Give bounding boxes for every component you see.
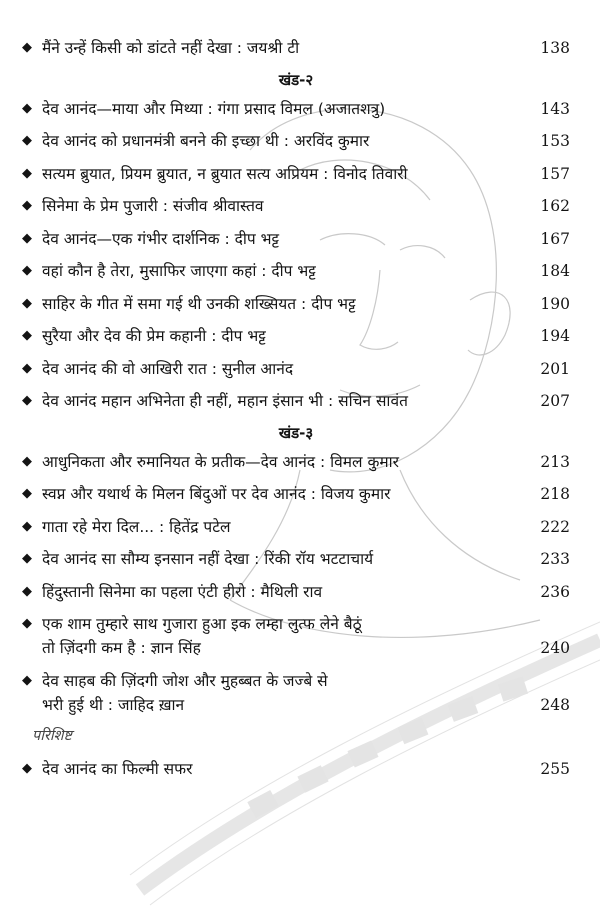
toc-entry-title: एक शाम तुम्हारे साथ गुजारा हुआ इक लम्हा लुत्फ लेने बैठूं तो ज़िंदगी कम है : ज्ञान सिंह bbox=[42, 615, 362, 657]
section-heading-3: खंड-३ bbox=[278, 423, 314, 442]
toc-entry-title: देव साहब की ज़िंदगी जोश और मुहब्बत के जज्बे से भरी हुई थी : जाहिद ख़ान bbox=[42, 671, 328, 714]
toc-entry[interactable] bbox=[22, 547, 570, 571]
diamond-bullet-icon: ◆ bbox=[22, 133, 32, 148]
toc-entry-page: 143 bbox=[540, 99, 570, 118]
toc-entry-title: देव आनंद महान अभिनेता ही नहीं, महान इंसान भी : सचिन सावंत bbox=[42, 392, 408, 410]
toc-entry[interactable] bbox=[22, 324, 570, 348]
toc-entry-page: 222 bbox=[540, 517, 570, 536]
toc-entry-page: 167 bbox=[540, 229, 570, 248]
toc-entry-page: 194 bbox=[540, 327, 570, 345]
toc-entry-title: मैंने उन्हें किसी को डांटते नहीं देखा : जयश्री टी bbox=[42, 39, 300, 57]
toc-entry-page: 255 bbox=[540, 760, 570, 778]
toc-entry-title: आधुनिकता और रुमानियत के प्रतीक—देव आनंद : विमल कुमार bbox=[42, 452, 400, 471]
toc-entry-page: 190 bbox=[540, 294, 570, 313]
diamond-bullet-icon: ◆ bbox=[22, 100, 32, 116]
toc-entry-title: सुरैया और देव की प्रेम कहानी : दीप भट्ट bbox=[42, 327, 266, 345]
toc-entry-page: 248 bbox=[540, 695, 570, 714]
toc-entry-title: साहिर के गीत में समा गई थी उनकी शख्सियत : दीप भट्ट bbox=[42, 294, 356, 313]
toc-entry-page: 218 bbox=[540, 485, 570, 503]
toc-entry-title: सिनेमा के प्रेम पुजारी : संजीव श्रीवास्तव bbox=[42, 197, 264, 215]
toc-entry-title: देव आनंद—एक गंभीर दार्शनिक : दीप भट्ट bbox=[42, 229, 280, 248]
diamond-bullet-icon: ◆ bbox=[22, 165, 32, 181]
toc-entry-title: देव आनंद की वो आखिरी रात : सुनील आनंद bbox=[42, 359, 294, 378]
toc-entry-title: हिंदुस्तानी सिनेमा का पहला एंटी हीरो : मैथिली राव bbox=[42, 582, 323, 601]
diamond-bullet-icon: ◆ bbox=[22, 486, 32, 501]
toc-entry-page: 138 bbox=[540, 39, 570, 57]
toc-entry[interactable] bbox=[22, 36, 570, 60]
toc-entry-page: 207 bbox=[540, 392, 570, 410]
diamond-bullet-icon: ◆ bbox=[22, 295, 32, 311]
diamond-bullet-icon: ◆ bbox=[22, 583, 32, 599]
toc-entry-title: वहां कौन है तेरा, मुसाफिर जाएगा कहां : दीप भट्ट bbox=[42, 262, 316, 280]
toc-entry-page: 157 bbox=[540, 164, 570, 183]
toc-entry[interactable] bbox=[22, 580, 570, 604]
toc-entry[interactable] bbox=[22, 194, 570, 218]
toc-entry-title: स्वप्न और यथार्थ के मिलन बिंदुओं पर देव आनंद : विजय कुमार bbox=[42, 485, 391, 503]
toc-entry[interactable] bbox=[22, 259, 570, 283]
diamond-bullet-icon: ◆ bbox=[22, 393, 32, 408]
toc-entry[interactable] bbox=[22, 669, 570, 717]
toc-entry-title: देव आनंद सा सौम्य इनसान नहीं देखा : रिंकी रॉय भटटाचार्य bbox=[42, 550, 374, 568]
diamond-bullet-icon: ◆ bbox=[22, 761, 32, 776]
diamond-bullet-icon: ◆ bbox=[22, 263, 32, 278]
diamond-bullet-icon: ◆ bbox=[22, 328, 32, 343]
toc-entry-page: 162 bbox=[540, 197, 570, 215]
toc-entry[interactable] bbox=[22, 357, 570, 381]
toc-entry[interactable] bbox=[22, 389, 570, 413]
toc-entry-page: 184 bbox=[540, 262, 570, 280]
toc-entry-title: सत्यम ब्रुयात, प्रियम ब्रुयात, न ब्रुयात सत्य अप्रियम : विनोद तिवारी bbox=[42, 164, 408, 183]
toc-entry[interactable] bbox=[22, 129, 570, 153]
toc-entry-page: 233 bbox=[540, 550, 570, 568]
toc-entry-title: देव आनंद—माया और मिथ्या : गंगा प्रसाद विमल (अजातशत्रु) bbox=[42, 99, 386, 118]
toc-entry-title: देव आनंद का फिल्मी सफर bbox=[42, 760, 193, 778]
section-heading-2: खंड-२ bbox=[278, 70, 314, 89]
toc-entry-page: 236 bbox=[540, 582, 570, 601]
toc-entry[interactable] bbox=[22, 612, 570, 660]
toc-entry[interactable] bbox=[22, 515, 570, 539]
toc-entry-title: गाता रहे मेरा दिल... : हितेंद्र पटेल bbox=[42, 517, 231, 536]
diamond-bullet-icon: ◆ bbox=[22, 616, 32, 631]
toc-entry[interactable] bbox=[22, 757, 570, 781]
toc-entry-page: 240 bbox=[540, 639, 570, 657]
toc-entry-title: देव आनंद को प्रधानमंत्री बनने की इच्छा थी : अरविंद कुमार bbox=[42, 132, 370, 150]
toc-entry[interactable] bbox=[22, 162, 570, 186]
diamond-bullet-icon: ◆ bbox=[22, 198, 32, 213]
toc-entry[interactable] bbox=[22, 450, 570, 474]
diamond-bullet-icon: ◆ bbox=[22, 230, 32, 246]
toc-entry[interactable] bbox=[22, 482, 570, 506]
diamond-bullet-icon: ◆ bbox=[22, 360, 32, 376]
toc-entry[interactable] bbox=[22, 227, 570, 251]
toc-entry[interactable] bbox=[22, 292, 570, 316]
diamond-bullet-icon: ◆ bbox=[22, 672, 32, 688]
appendix-heading: परिशिष्ट bbox=[32, 728, 73, 744]
toc-entry[interactable] bbox=[22, 97, 570, 121]
toc-entry-page: 153 bbox=[540, 132, 570, 150]
toc-entry-page: 201 bbox=[540, 359, 570, 378]
diamond-bullet-icon: ◆ bbox=[22, 453, 32, 469]
toc-entry-page: 213 bbox=[540, 452, 570, 471]
diamond-bullet-icon: ◆ bbox=[22, 551, 32, 566]
diamond-bullet-icon: ◆ bbox=[22, 40, 32, 55]
diamond-bullet-icon: ◆ bbox=[22, 518, 32, 534]
